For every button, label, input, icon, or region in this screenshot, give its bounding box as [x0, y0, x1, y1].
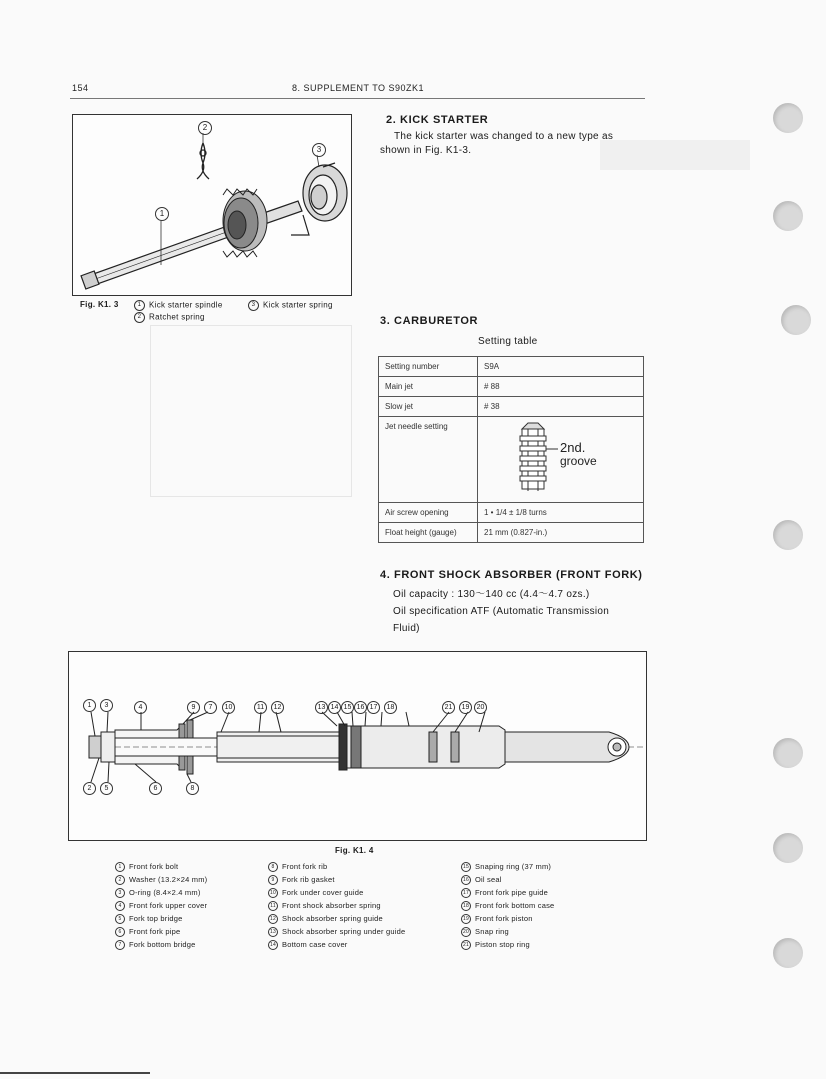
section-title-shock: 4. FRONT SHOCK ABSORBER (FRONT FORK) — [380, 569, 643, 581]
shock-line: Oil specification ATF (Automatic Transmission — [393, 606, 610, 617]
legend-number: 6 — [115, 927, 125, 937]
callout-wrap — [149, 780, 166, 798]
callout-wrap — [186, 780, 203, 798]
callout: 9 — [187, 701, 200, 714]
legend-text: Fork under cover guide — [282, 888, 364, 897]
shock-line: Fluid) — [393, 623, 420, 634]
figure-k1-3 — [72, 114, 352, 296]
legend-text: Front shock absorber spring — [282, 901, 381, 910]
legend-text: Front fork upper cover — [129, 901, 208, 910]
figure-caption-label: Fig. K1. 3 — [80, 300, 119, 309]
legend-item — [115, 862, 178, 872]
shock-line: Oil capacity : 130～140 cc (4.4～4.7 ozs.) — [393, 589, 590, 600]
legend-number: 9 — [268, 875, 278, 885]
legend-number: 8 — [268, 862, 278, 872]
legend-number: 13 — [268, 927, 278, 937]
callout: 5 — [100, 782, 113, 795]
callout: 18 — [384, 701, 397, 714]
legend-number: 2 — [115, 875, 125, 885]
figure-k1-4 — [68, 651, 647, 841]
legend-item — [461, 940, 530, 950]
legend-number: 20 — [461, 927, 471, 937]
callout: 21 — [442, 701, 455, 714]
callout: 14 — [328, 701, 341, 714]
needle-label: 2nd. — [560, 440, 586, 455]
legend-number: 19 — [461, 914, 471, 924]
binder-hole — [773, 520, 803, 550]
legend-text: O-ring (8.4×2.4 mm) — [129, 888, 201, 897]
table-cell-value: # 38 — [478, 397, 644, 417]
callout: 3 — [100, 699, 113, 712]
callout: 13 — [315, 701, 328, 714]
legend-item — [115, 927, 180, 937]
setting-table — [378, 356, 644, 543]
legend-text: Piston stop ring — [475, 940, 530, 949]
legend-item — [115, 875, 207, 885]
legend-text: Front fork pipe — [129, 927, 181, 936]
binder-hole — [773, 738, 803, 768]
table-cell-value: # 88 — [478, 377, 644, 397]
legend-text: Snap ring — [475, 927, 509, 936]
legend-text: Shock absorber spring guide — [282, 914, 383, 923]
legend-text: Oil seal — [475, 875, 502, 884]
legend-number: 21 — [461, 940, 471, 950]
table-cell-label: Jet needle setting — [379, 417, 478, 503]
caption-text: Kick starter spindle — [149, 300, 223, 310]
callout: 8 — [186, 782, 199, 795]
running-header: 8. SUPPLEMENT TO S90ZK1 — [292, 83, 425, 93]
legend-text: Fork rib gasket — [282, 875, 335, 884]
callout-wrap — [83, 780, 117, 798]
callouts-top — [83, 699, 117, 712]
table-cell-label: Air screw opening — [379, 503, 478, 523]
section-title-carburetor: 3. CARBURETOR — [380, 315, 479, 327]
binder-hole — [773, 833, 803, 863]
legend-text: Fork bottom bridge — [129, 940, 196, 949]
legend-item — [115, 888, 201, 898]
callout: 12 — [271, 701, 284, 714]
legend-number: 7 — [115, 940, 125, 950]
caption-number: 1 — [134, 300, 145, 311]
table-cell-value: 21 mm (0.827-in.) — [478, 523, 644, 543]
legend-item — [461, 875, 502, 885]
legend-item — [268, 940, 348, 950]
callout: 10 — [222, 701, 235, 714]
callout: 15 — [341, 701, 354, 714]
caption-item — [134, 300, 223, 311]
callout: 20 — [474, 701, 487, 714]
legend-item — [268, 927, 405, 937]
callout: 16 — [354, 701, 367, 714]
caption-text: Ratchet spring — [149, 312, 205, 322]
callout: 1 — [83, 699, 96, 712]
legend-text: Front fork bolt — [129, 862, 179, 871]
kick-starter-illustration — [73, 115, 351, 295]
legend-number: 12 — [268, 914, 278, 924]
binder-hole — [773, 938, 803, 968]
table-row — [379, 357, 644, 377]
callout-wrap — [254, 699, 288, 717]
caption-item — [248, 300, 333, 311]
table-cell-value — [478, 417, 644, 503]
legend-number: 18 — [461, 901, 471, 911]
legend-text: Washer (13.2×24 mm) — [129, 875, 208, 884]
callout: 4 — [134, 701, 147, 714]
table-row — [379, 503, 644, 523]
legend-text: Shock absorber spring under guide — [282, 927, 406, 936]
legend-number: 16 — [461, 875, 471, 885]
legend-text: Front fork pipe guide — [475, 888, 548, 897]
caption-text: Kick starter spring — [263, 300, 333, 310]
callout-wrap — [222, 699, 239, 717]
binder-hole — [781, 305, 811, 335]
legend-number: 1 — [115, 862, 125, 872]
legend-text: Front fork rib — [282, 862, 328, 871]
callout: 2 — [198, 121, 212, 135]
legend-number: 14 — [268, 940, 278, 950]
legend-number: 11 — [268, 901, 278, 911]
binder-hole — [773, 103, 803, 133]
legend-item — [115, 914, 182, 924]
legend-text: Front fork bottom case — [475, 901, 555, 910]
legend-item — [268, 888, 364, 898]
legend-item — [461, 888, 548, 898]
page-edge-mark — [0, 1072, 150, 1074]
legend-item — [461, 914, 533, 924]
legend-number: 15 — [461, 862, 471, 872]
legend-number: 3 — [115, 888, 125, 898]
page-number: 154 — [72, 83, 89, 93]
legend-number: 4 — [115, 901, 125, 911]
section-title-kick-starter: 2. KICK STARTER — [386, 114, 489, 126]
caption-item — [134, 312, 205, 323]
caption-number: 2 — [134, 312, 145, 323]
callout: 11 — [254, 701, 267, 714]
legend-item — [268, 875, 335, 885]
legend-number: 10 — [268, 888, 278, 898]
legend-item — [115, 901, 207, 911]
setting-table-title: Setting table — [478, 336, 538, 347]
callout-wrap — [134, 699, 151, 717]
legend-item — [268, 901, 381, 911]
table-cell-label: Slow jet — [379, 397, 478, 417]
callout: 17 — [367, 701, 380, 714]
kick-starter-body: The kick starter was changed to a new type as shown in Fig. K1-3. — [380, 131, 614, 156]
callout: 1 — [155, 207, 169, 221]
table-row — [379, 523, 644, 543]
callout: 2 — [83, 782, 96, 795]
legend-item — [268, 862, 327, 872]
legend-number: 5 — [115, 914, 125, 924]
bleed-through — [150, 325, 352, 497]
callout: 7 — [204, 701, 217, 714]
legend-text: Front fork piston — [475, 914, 533, 923]
callout: 19 — [459, 701, 472, 714]
binder-hole — [773, 201, 803, 231]
figure-caption: Fig. K1. 4 — [335, 846, 374, 855]
table-cell-value: 1 • 1/4 ± 1/8 turns — [478, 503, 644, 523]
callout: 3 — [312, 143, 326, 157]
front-fork-illustration — [69, 652, 646, 840]
table-cell-label: Float height (gauge) — [379, 523, 478, 543]
caption-number: 3 — [248, 300, 259, 311]
legend-text: Snaping ring (37 mm) — [475, 862, 552, 871]
legend-item — [461, 901, 554, 911]
callout-wrap — [187, 699, 221, 717]
callout-wrap — [315, 699, 401, 717]
legend-item — [268, 914, 383, 924]
legend-text: Fork top bridge — [129, 914, 183, 923]
legend-number: 17 — [461, 888, 471, 898]
needle-label: groove — [560, 454, 597, 468]
callout: 6 — [149, 782, 162, 795]
table-cell-label: Main jet — [379, 377, 478, 397]
table-row — [379, 397, 644, 417]
callout-wrap — [442, 699, 491, 717]
header-rule — [70, 98, 645, 99]
legend-item — [115, 940, 196, 950]
legend-item — [461, 927, 509, 937]
table-row — [379, 377, 644, 397]
legend-text: Bottom case cover — [282, 940, 348, 949]
legend-item — [461, 862, 551, 872]
table-cell-value: S9A — [478, 357, 644, 377]
table-row — [379, 417, 644, 503]
table-cell-label: Setting number — [379, 357, 478, 377]
